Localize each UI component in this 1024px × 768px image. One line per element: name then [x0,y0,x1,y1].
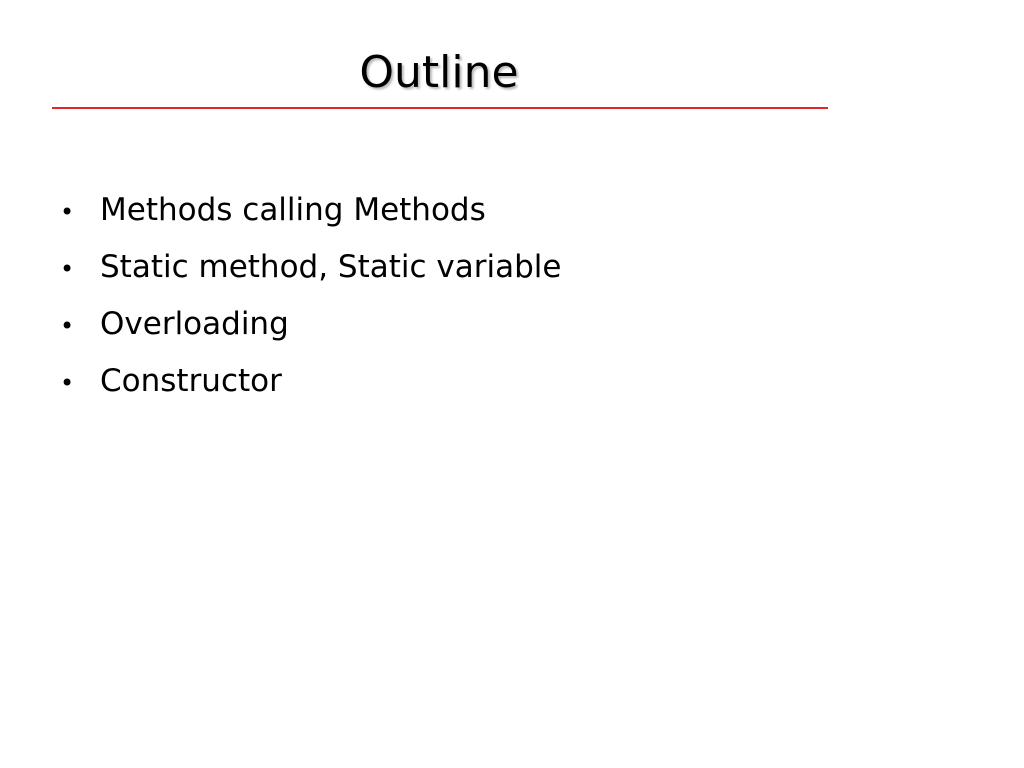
bullet-item [60,299,561,356]
bullet-list [60,185,561,413]
bullet-item [60,356,561,413]
bullet-item [60,242,561,299]
bullet-text: Static method, Static variable [100,249,562,285]
bullet-marker: • [60,255,75,283]
bullet-text: Constructor [100,363,282,399]
bullet-marker: • [60,369,75,397]
bullet-marker: • [60,198,75,226]
slide-title: Outline [359,47,519,98]
bullet-text: Methods calling Methods [100,192,486,228]
title-divider [52,107,828,109]
bullet-marker: • [60,312,75,340]
bullet-text: Overloading [100,306,289,342]
bullet-item [60,185,561,242]
